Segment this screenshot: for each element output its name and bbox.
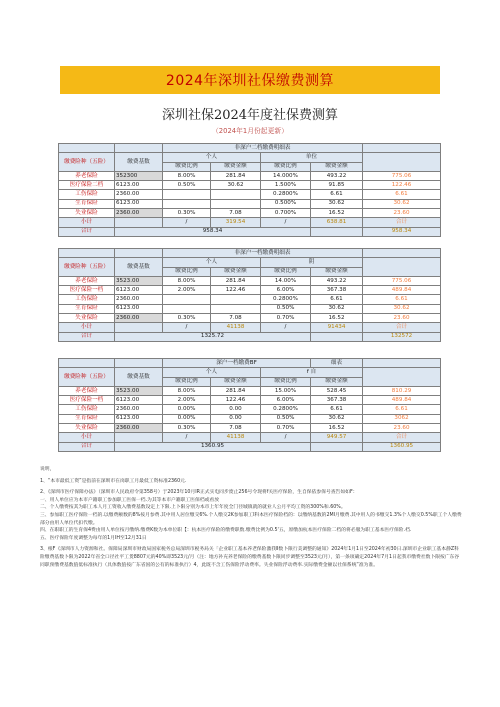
personal-ratio [163, 199, 211, 208]
personal-amount [211, 304, 261, 313]
base-value: 2360.00 [115, 295, 163, 304]
unit-amount: 6.61 [311, 295, 363, 304]
base-value: 2360.00 [115, 405, 163, 414]
note-paragraph: 说明， [40, 467, 55, 472]
unit-ratio: 0.500% [261, 199, 311, 208]
unit-amount: 6.61 [311, 190, 363, 199]
col-personal-amount: 缴费金额 [211, 267, 261, 276]
row-total: 23.60 [363, 424, 441, 433]
personal-amount [211, 199, 261, 208]
insurance-name: 生育保险 [59, 304, 115, 313]
personal-amount: 281.84 [211, 276, 261, 285]
grand-total: 958.34 [115, 227, 311, 236]
grand-total-row [59, 227, 441, 236]
personal-ratio [163, 190, 211, 199]
base-value: 2360.00 [115, 209, 163, 218]
unit-ratio: 6.00% [261, 286, 311, 295]
separator: / [163, 433, 211, 442]
grand-total-right: 958.34 [363, 227, 441, 236]
personal-ratio [163, 304, 211, 313]
base-value: 6123.00 [115, 304, 163, 313]
document-subtitle: （2024年1月份起更新） [212, 127, 288, 135]
col-unit-amount: 缴费金额 [311, 267, 363, 276]
notes-section [40, 466, 462, 569]
insurance-name: 生育保险 [59, 199, 115, 208]
unit-ratio: 0.50% [261, 304, 311, 313]
table-row [59, 171, 441, 180]
note-paragraph: 一、用人单位应为本市户籍职工参加职工医保一档.为其等本市户籍职工医保档或看放 [40, 497, 220, 503]
insurance-name: 医疗保险一档 [59, 396, 115, 405]
personal-ratio: 0.30% [163, 314, 211, 323]
subtotal-label: 小计 [59, 218, 115, 227]
table-row [59, 314, 441, 323]
separator: / [163, 218, 211, 227]
table-title: 非深户二档缴费明细表 [163, 144, 363, 153]
insurance-name: 工伤保险 [59, 190, 115, 199]
col-personal-ratio: 缴费比例 [163, 162, 211, 171]
row-total: 23.60 [363, 314, 441, 323]
insurance-name: 养老保险 [59, 171, 115, 180]
unit-amount: 367.38 [311, 396, 363, 405]
col-personal-amount: 缴费金额 [211, 162, 261, 171]
unit-subtotal: 91434 [311, 323, 363, 332]
table-row [59, 199, 441, 208]
col-unit: 单位 [261, 153, 363, 162]
insurance-name: 失业保险 [59, 314, 115, 323]
row-total: 489.84 [363, 286, 441, 295]
row-total: 775.06 [363, 171, 441, 180]
unit-amount: 16.52 [311, 314, 363, 323]
personal-amount: 30.62 [211, 181, 261, 190]
grand-total: 1360.95 [115, 442, 311, 451]
note-paragraph: 四、在职职工的生育保4费由用人单位按月缴纳.缴费K数为本单位职【：杭本医疗保险的缴费职数.缴费比例为0.5'五，原缴加杭本医疗保险二档的将必服为职工基本医疗保险.档. [40, 528, 412, 534]
row-total: 6.61 [363, 405, 441, 414]
subtotal-row [59, 323, 441, 332]
col-item: 缴费险种（五险） [59, 368, 115, 387]
base-value: 6123.00 [115, 199, 163, 208]
unit-amount: 91.85 [311, 181, 363, 190]
grand-total-right: 132572 [363, 332, 441, 341]
document-title: 深圳社保2024年度社保费测算 [161, 108, 339, 123]
personal-amount: 122.46 [211, 286, 261, 295]
grand-total-label: 合计 [59, 442, 115, 451]
base-value: 6123.00 [115, 396, 163, 405]
note-paragraph: 3、根F《深圳市人力资源和社。保障局深圳市财政局国家税务总局深圳市税务局关「企业职工基本养老保险激我Ⅱ数卜限行美调整的通知》2024年1月1日至2024年初30日.深圳市企业职工基本静Z科险缴费基数卜限为2022年省全口径社平工货8807元的40%即3523元/月（注：地方补充养老保险的缴费基数卜限同步调整至3523元/月），第一条项确定2024年7月1日起我市缴费社数卜限按广东谷同职预缴费基数值低标准执行（具体数值按广东省国的公有的标准执行）4，此既不含工伤保险浮动费率。失业保险浮动费率.实际缴费金额以社保系统“准为准。 [40, 547, 460, 568]
row-total: 810.29 [363, 386, 441, 395]
table-title-tail: 细表 [311, 359, 363, 368]
unit-ratio: 6.00% [261, 396, 311, 405]
total-header: 合计 [363, 323, 441, 332]
table-row [59, 209, 441, 218]
insurance-name: 医疗保险一档 [59, 286, 115, 295]
col-base: 缴费基数 [115, 258, 163, 277]
unit-amount: 30.62 [311, 414, 363, 423]
unit-ratio: 0.2800% [261, 190, 311, 199]
personal-ratio: 8.00% [163, 171, 211, 180]
title-banner [60, 66, 440, 94]
grand-total-row [59, 332, 441, 341]
col-personal-ratio: 缴费比例 [163, 267, 211, 276]
grand-total-label: 合计 [59, 332, 115, 341]
col-item: 缴费险种（五险） [59, 258, 115, 277]
insurance-name: 养老保险 [59, 276, 115, 285]
table-row [59, 414, 441, 423]
table-row [59, 396, 441, 405]
col-personal: 个人 [163, 153, 261, 162]
contribution-table [58, 248, 441, 342]
personal-amount [211, 190, 261, 199]
grand-total-row [59, 442, 441, 451]
col-unit-ratio: 缴费比例 [261, 267, 311, 276]
base-value: 2360.00 [115, 424, 163, 433]
unit-ratio: 14.00% [261, 276, 311, 285]
base-value: 352300 [115, 171, 163, 180]
unit-amount: 30.62 [311, 304, 363, 313]
separator: / [261, 218, 311, 227]
personal-subtotal: 41138 [211, 433, 261, 442]
unit-amount: 493.22 [311, 276, 363, 285]
base-value: 6123.00 [115, 181, 163, 190]
base-value: 6123.00 [115, 414, 163, 423]
insurance-name: 养老保险 [59, 386, 115, 395]
table-row [59, 181, 441, 190]
unit-amount: 367.38 [311, 286, 363, 295]
separator: / [261, 433, 311, 442]
unit-amount: 493.22 [311, 171, 363, 180]
table-row [59, 286, 441, 295]
grand-total: 1325.72 [115, 332, 311, 341]
col-unit: 阴 [261, 258, 363, 267]
personal-ratio: 2.00% [163, 396, 211, 405]
personal-amount: 7.08 [211, 424, 261, 433]
insurance-name: 失业保险 [59, 209, 115, 218]
personal-subtotal: 319.54 [211, 218, 261, 227]
banner-title: 2024年深圳社保缴费测算 [165, 73, 335, 89]
unit-subtotal: 949.57 [311, 433, 363, 442]
base-value: 3523.00 [115, 276, 163, 285]
personal-amount: 122.46 [211, 396, 261, 405]
personal-amount: 0.00 [211, 414, 261, 423]
subtotal-row [59, 218, 441, 227]
total-header: 合计 [363, 433, 441, 442]
personal-ratio: 0.30% [163, 424, 211, 433]
personal-ratio: 8.00% [163, 386, 211, 395]
unit-ratio: 0.700% [261, 209, 311, 218]
row-total: 6.61 [363, 295, 441, 304]
col-item: 缴费险种（五险） [59, 153, 115, 172]
note-paragraph: 二、个人缴费按其为职工本人月工资收入缴费基数设定上下限.上卜限分别为本市上年年度全门径城镇就的就业人公月平均工资的300%和.60%。 [40, 505, 346, 511]
personal-amount [211, 295, 261, 304]
row-total: 489.84 [363, 396, 441, 405]
note-paragraph: 1、“本市最低工资”是指前在深圳市在岗职工月最低工资标准2360元. [40, 478, 187, 484]
insurance-name: 医疗保险二档 [59, 181, 115, 190]
col-unit-ratio: 缴费比例 [261, 162, 311, 171]
personal-ratio [163, 295, 211, 304]
total-header: 合计 [363, 218, 441, 227]
personal-ratio: 0.00% [163, 414, 211, 423]
table-row [59, 405, 441, 414]
table-row [59, 304, 441, 313]
table-row [59, 386, 441, 395]
unit-amount: 16.52 [311, 424, 363, 433]
unit-ratio: 0.2800% [261, 295, 311, 304]
row-total: 122.46 [363, 181, 441, 190]
row-total: 775.06 [363, 276, 441, 285]
row-total: 30.62 [363, 304, 441, 313]
unit-amount: 528.45 [311, 386, 363, 395]
subtotal-label: 小计 [59, 433, 115, 442]
insurance-name: 工伤保险 [59, 295, 115, 304]
col-unit-amount: 缴费金额 [311, 377, 363, 386]
base-value: 6123.00 [115, 286, 163, 295]
contribution-table [58, 358, 441, 452]
row-total: 6.61 [363, 190, 441, 199]
personal-subtotal: 41138 [211, 323, 261, 332]
base-value: 2360.00 [115, 190, 163, 199]
col-unit: f 自 [261, 368, 363, 377]
unit-ratio: 0.70% [261, 424, 311, 433]
table-title: 深户一档缴费BF [163, 359, 311, 368]
grand-total-label: 合计 [59, 227, 115, 236]
subtotal-label: 小计 [59, 323, 115, 332]
grand-total-right: 1360.95 [363, 442, 441, 451]
personal-ratio: 0.50% [163, 181, 211, 190]
separator: / [163, 323, 211, 332]
unit-ratio: 0.2800% [261, 405, 311, 414]
personal-amount: 7.08 [211, 314, 261, 323]
col-unit-ratio: 缴费比例 [261, 377, 311, 386]
insurance-name: 失业保险 [59, 424, 115, 433]
unit-ratio: 0.50% [261, 414, 311, 423]
insurance-name: 生育保险 [59, 414, 115, 423]
col-personal-ratio: 缴费比例 [163, 377, 211, 386]
row-total: 3062 [363, 414, 441, 423]
separator: / [261, 323, 311, 332]
col-unit-amount: 缴费金额 [311, 162, 363, 171]
personal-ratio: 0.00% [163, 405, 211, 414]
unit-ratio: 0.70% [261, 314, 311, 323]
unit-ratio: 14.000% [261, 171, 311, 180]
table-row [59, 295, 441, 304]
col-personal: 个人 [163, 258, 261, 267]
insurance-name: 工伤保险 [59, 405, 115, 414]
unit-ratio: 15.00% [261, 386, 311, 395]
unit-amount: 16.52 [311, 209, 363, 218]
row-total: 23.60 [363, 209, 441, 218]
col-base: 缴费基数 [115, 153, 163, 172]
personal-amount: 7.08 [211, 209, 261, 218]
personal-ratio: 8.00% [163, 276, 211, 285]
col-base: 缴费基数 [115, 368, 163, 387]
unit-subtotal: 638.81 [311, 218, 363, 227]
table-title: 非深户一档缴费明细表 [163, 249, 363, 258]
personal-amount: 281.84 [211, 171, 261, 180]
unit-ratio: 1.500% [261, 181, 311, 190]
table-row [59, 424, 441, 433]
contribution-table [58, 143, 441, 237]
col-personal: 个人 [163, 368, 261, 377]
note-paragraph: 2、《深圳市医疗保障办法》（深圳市人民政府令第358号）于2023年10月IR正式实电同步废止256号令现将f关医疗保险，生自保依参保号查告如如F： [40, 490, 358, 496]
personal-amount: 281.84 [211, 386, 261, 395]
note-paragraph: 三、参加职工医疗保险一档的.以缴费额数的8%按月参费.其中用人居位缴交6%.个人缴交2K参加职工I科本医疗保险档的：以缴纳基数的2MI月缴费.其中用人的书缴交1.3%个人缴交0.5%职工个人缴费部分由用人单位代扣代缴。 [40, 512, 462, 526]
base-value: 2360.00 [115, 314, 163, 323]
unit-amount: 30.62 [311, 199, 363, 208]
table-row [59, 276, 441, 285]
note-paragraph: 五、医疗保险年度调整为每年的1月IH至12月31日 [40, 535, 147, 541]
row-total: 30.62 [363, 199, 441, 208]
personal-amount: 0.00 [211, 405, 261, 414]
base-value: 3523.00 [115, 386, 163, 395]
table-row [59, 190, 441, 199]
unit-amount: 6.61 [311, 405, 363, 414]
col-personal-amount: 缴费金额 [211, 377, 261, 386]
personal-ratio: 2.00% [163, 286, 211, 295]
subtotal-row [59, 433, 441, 442]
personal-ratio: 0.30% [163, 209, 211, 218]
